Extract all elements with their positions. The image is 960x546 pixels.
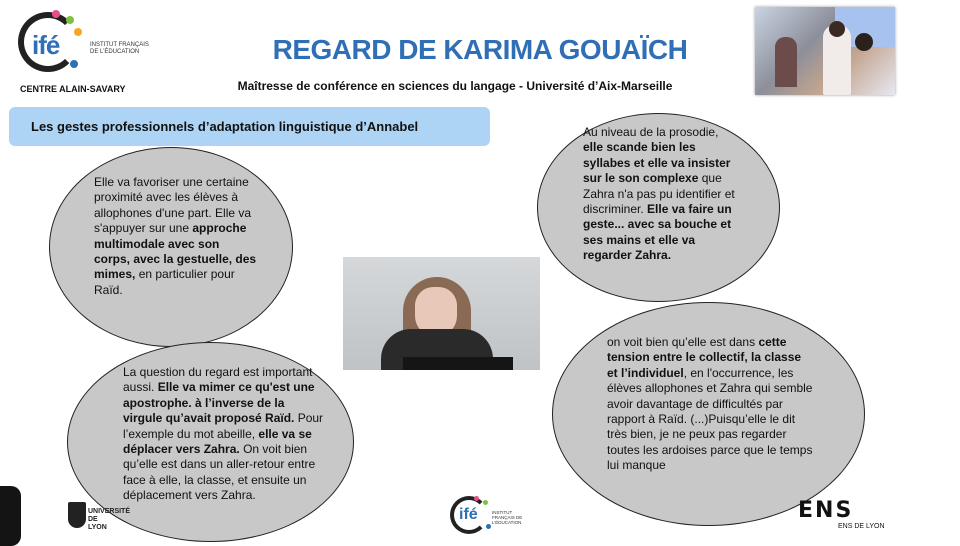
logo-dot-green — [66, 16, 74, 24]
speaker-desk — [403, 357, 513, 370]
ife-logo-institute: INSTITUT FRANÇAIS DE L’ÉDUCATION — [90, 42, 149, 55]
speaker-video-frame — [343, 257, 540, 370]
logo-dot-blue — [70, 60, 78, 68]
bubble-bottom-right-text — [607, 335, 813, 474]
bubble-top-left-text — [94, 175, 258, 298]
bubble-text-segment: elle scande bien les syllabes et elle va insister sur le son complexe — [583, 140, 731, 186]
lyon-logo-text: UNIVERSITÉ DE LYON — [88, 508, 131, 531]
bubble-text-segment: on voit bien qu’elle est dans — [607, 335, 759, 349]
bubble-text-segment: Pour l’exemple du mot abeille, — [123, 411, 324, 441]
bubble-text-segment: Au niveau de la prosodie, — [583, 125, 719, 139]
photo-child-head — [829, 21, 845, 37]
logo-dot-pink — [52, 10, 60, 18]
ife-logo-mark: ifé — [32, 30, 60, 60]
bubble-text-segment: elle va se déplacer vers Zahra. — [123, 426, 312, 457]
photo-child-head — [855, 33, 873, 51]
corner-tab — [0, 486, 21, 546]
bubble-text-segment: Elle va favoriser une certaine proximité avec les élèves à allophones d'une part. Elle va s'appuyer sur une — [94, 175, 252, 236]
bubble-text-segment: Elle va mimer ce qu'est une apostrophe. à l’inverse de la virgule qu’avait proposé Raïd. — [123, 380, 315, 426]
page-subtitle: Maîtresse de conférence en sciences du langage - Université d’Aix-Marseille — [237, 79, 673, 93]
bubble-text-segment: approche multimodale avec son corps, avec la gestuelle, des mimes, — [94, 221, 257, 282]
ife-footer-logo — [450, 496, 530, 536]
bubble-text-segment: On voit bien qu’elle est dans un aller-retour entre face à elle, la classe, et ensuite un déplacement vers Zahra. — [123, 442, 316, 503]
ens-logo-label: ENS DE LYON — [838, 523, 885, 530]
bubble-text-segment: , en l'occurrence, les élèves allophones et Zahra qui semble avoir davantage de difficultés par rapport à Raïd. (...)Puisqu’elle le dit très bien, je ne peux pas regarder toutes les ardoises parce que le temps lui manque — [607, 365, 813, 473]
lyon-shield-icon — [68, 502, 86, 528]
photo-person — [775, 37, 797, 87]
ife-footer-institute: INSTITUT FRANÇAIS DE L’ÉDUCATION — [492, 510, 523, 525]
logo-dot-green — [483, 500, 488, 505]
bubble-text-segment: cette tension entre le collectif, la classe et l’individuel — [607, 335, 802, 380]
bubble-text-segment: La question du regard est important aussi. — [123, 365, 313, 395]
ife-logo — [14, 10, 149, 100]
ife-footer-mark: ifé — [459, 506, 478, 523]
page-title: REGARD DE KARIMA GOUAÏCH — [272, 34, 688, 65]
bubble-text-segment: Elle va faire un geste... avec sa bouche et ses mains et elle va regarder Zahra. — [583, 202, 732, 263]
bubble-text-segment: en particulier pour Raïd. — [94, 267, 235, 297]
bubble-bottom-left-text — [123, 365, 327, 504]
classroom-photo — [755, 7, 895, 95]
universite-de-lyon-logo — [68, 500, 131, 531]
logo-dot-blue — [486, 524, 491, 529]
ens-de-lyon-logo — [798, 498, 890, 534]
logo-dot-orange — [74, 28, 82, 36]
centre-label: CENTRE ALAIN-SAVARY — [20, 84, 126, 94]
bubble-text-segment: que Zahra n'a pas pu identifier et discriminer. — [583, 171, 735, 217]
logo-dot-pink — [474, 496, 479, 501]
ens-logo-mark: ENS — [798, 498, 854, 523]
section-banner: Les gestes professionnels d’adaptation linguistique d’Annabel — [9, 107, 490, 146]
bubble-top-right-text — [583, 125, 735, 264]
